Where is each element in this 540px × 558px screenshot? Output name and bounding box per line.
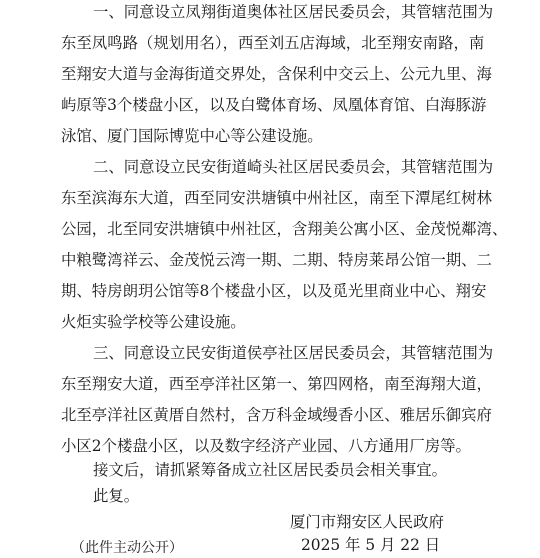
- paragraph-line: 三、同意设立民安街道侯亭社区居民委员会，其管辖范围为: [93, 344, 494, 362]
- paragraph-line: 泳馆、厦门国际博览中心等公建设施。: [61, 127, 323, 145]
- paragraph-line: 小区2个楼盘小区，以及数字经济产业园、八方通用厂房等。: [61, 437, 471, 455]
- signing-organization: 厦门市翔安区人民政府: [290, 513, 444, 531]
- signing-date: 2025 年 5 月 22 日: [301, 536, 441, 554]
- paragraph-line: 二、同意设立民安街道崎头社区居民委员会，其管辖范围为: [93, 158, 494, 176]
- closing-paragraph: 接文后，请抓紧筹备成立社区居民委员会相关事宜。: [93, 461, 447, 479]
- paragraph-line: 东至凤鸣路（规划用名），西至刘五店海域，北至翔安南路，南: [61, 34, 485, 52]
- disclosure-note: （此件主动公开）: [71, 540, 183, 556]
- paragraph-line: 北至亭洋社区黄厝自然村，含万科金域缦香小区、雅居乐御宾府: [61, 406, 492, 424]
- paragraph-line: 期、特房朗玥公馆等8个楼盘小区，以及觅光里商业中心、翔安: [61, 282, 487, 300]
- paragraph-line: 中粮鹭湾祥云、金茂悦云湾一期、二期、特房莱昂公馆一期、二: [61, 251, 492, 269]
- paragraph-line: 屿原等3个楼盘小区，以及白鹭体育场、凤凰体育馆、白海豚游: [61, 96, 487, 114]
- paragraph-line: 火炬实验学校等公建设施。: [61, 313, 246, 331]
- paragraph-line: 一、同意设立凤翔街道奥体社区居民委员会，其管辖范围为: [93, 3, 494, 21]
- reply-closing: 此复。: [93, 487, 140, 505]
- paragraph-line: 东至滨海东大道，西至同安洪塘镇中州社区，南至下潭尾红树林: [61, 189, 492, 207]
- paragraph-line: 东至翔安大道，西至亭洋社区第一、第四网格，南至海翔大道，: [61, 375, 492, 393]
- paragraph-line: 至翔安大道与金海街道交界处，含保利中交云上、公元九里、海: [61, 65, 492, 83]
- paragraph-line: 公园，北至同安洪塘镇中州社区，含翔美公寓小区、金茂悦鄰湾、: [61, 220, 508, 238]
